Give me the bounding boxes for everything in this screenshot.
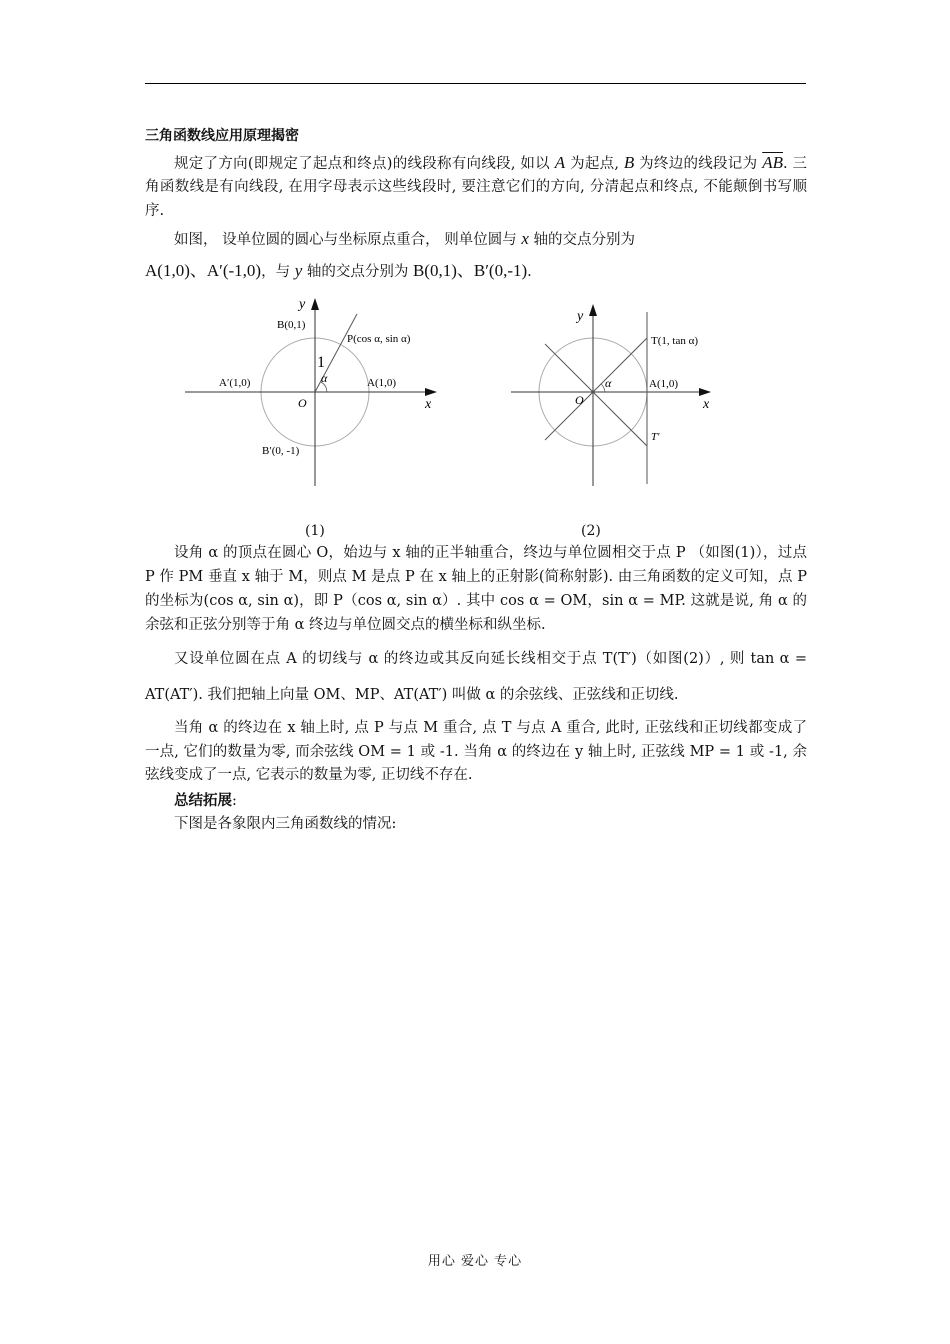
points-on-x-axis: A(1,0)、A′(-1,0) [145,260,262,280]
fig1-radius-one: 1 [317,354,325,371]
figure-2-caption: (2) [581,523,601,539]
fig1-point-b: B(0,1) [277,319,306,331]
paragraph-intersections: A(1,0)、A′(-1,0)，与 y 轴的交点分别为 B(0,1)、B′(0,-1). [145,260,532,280]
points-on-y-axis: B(0,1)、B′(0,-1) [412,260,528,280]
fig2-x-label: x [703,397,710,412]
fig1-point-aprime: A′(1,0) [219,377,251,389]
y-axis-arrow [589,304,597,316]
page-footer: 用心 爱心 专心 [427,1254,523,1269]
summary-heading: 总结拓展: [174,792,237,809]
fig1-point-bprime: B′(0, -1) [262,445,300,457]
fig2-point-a: A(1,0) [649,378,679,390]
x-axis-arrow [425,388,437,396]
y-axis-arrow [311,298,319,310]
fig1-point-a: A(1,0) [367,377,397,389]
figures [145,294,807,539]
terminal-side-extended [545,338,647,440]
figure-1-caption: (1) [305,523,325,539]
x-axis-arrow [699,388,711,396]
fig2-point-t: T(1, tan α) [651,335,698,347]
fig1-x-label: x [425,397,432,412]
figure-2-tangent-line [505,294,745,494]
paragraph-unit-circle: 如图， 设单位圆的圆心与坐标原点重合， 则单位圆与 x 轴的交点分别为 [174,229,635,248]
paragraph-tangent-line: 又设单位圆在点 A 的切线与 α 的终边或其反向延长线相交于点 T(T′)（如图(2)）, 则 tan α = AT(AT′). 我们把轴上向量 OM、MP、AT(AT′) 叫做 α 的余弦线、正弦线和正切线. [145,651,807,703]
second-side-extended [545,344,647,446]
document-body [145,125,807,837]
paragraph-special-cases: 当角 α 的终边在 x 轴上时, 点 P 与点 M 重合, 点 T 与点 A 重合, 此时, 正弦线和正切线都变成了一点, 它们的数量为零, 而余弦线 OM = 1 或 -1. 当角 α 的终边在 y 轴上时, 正弦线 MP = 1 或 -1, 余弦线变成了一点, 它表示的数量为零, 正切线不存在. [145,720,807,783]
fig2-point-tprime: T′ [651,431,660,443]
paragraph-sine-cosine-lines: 设角 α 的顶点在圆心 O，始边与 x 轴的正半轴重合，终边与单位圆相交于点 P （如图(1)），过点 P 作 PM 垂直 x 轴于 M，则点 M 是点 P 在 x 轴上的正射影(简称射影). 由三角函数的定义可知，点 P 的坐标为(cos α, sin α)，即 P（cos α, sin α）. 其中 cos α = OM，sin α = MP. 这就是说, 角 α 的余弦和正弦分别等于角 α 终边与单位圆交点的横坐标和纵坐标. [145,545,807,633]
fig2-origin-label: O [575,393,584,407]
fig1-alpha: α [321,371,328,385]
fig2-y-label: y [577,309,584,324]
fig1-y-label: y [299,297,306,312]
fig1-point-p: P(cos α, sin α) [347,333,411,345]
summary-text: 下图是各象限内三角函数线的情况: [174,816,397,832]
paragraph-directed-segment: 规定了方向(即规定了起点和终点)的线段称有向线段, 如以 A 为起点, B 为终边的线段记为 $\overline{AB}$. 三角函数线是有向线段, 在用字母表示这些线段时, 要注意它们的方向, 分清起点和终点, 不能颠倒书写顺序. [145,152,808,219]
header-rule [145,83,806,84]
fig2-alpha: α [605,376,612,390]
fig1-origin-label: O [298,396,307,410]
doc-title: 三角函数线应用原理揭密 [145,128,299,144]
figure-1-unit-circle [185,294,455,494]
